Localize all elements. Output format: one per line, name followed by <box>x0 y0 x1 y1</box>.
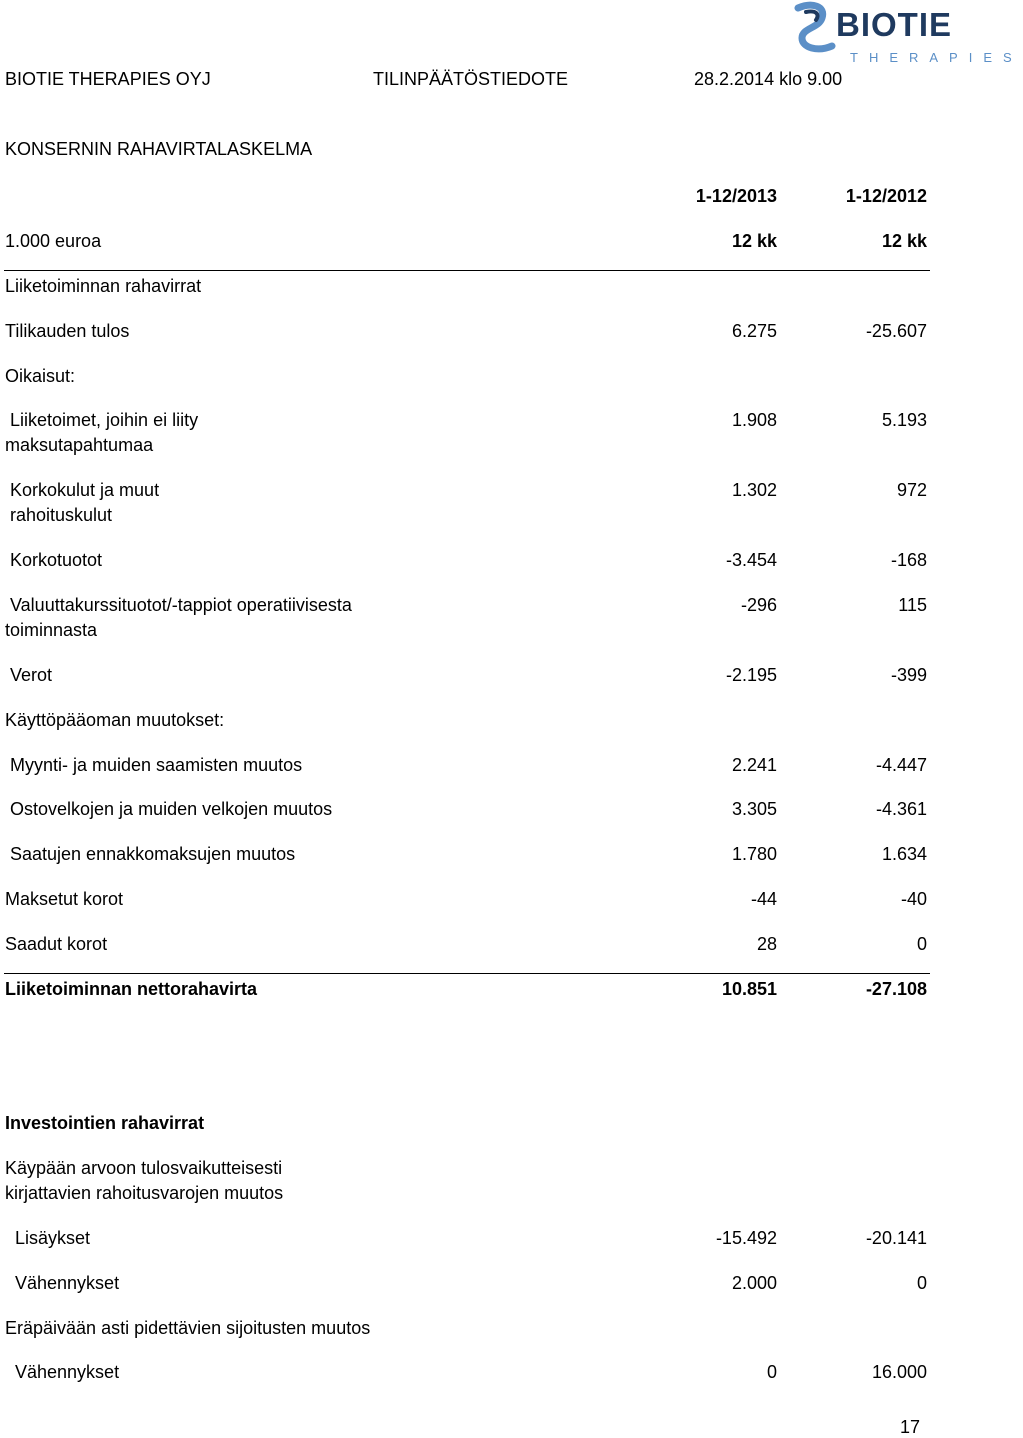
table-row <box>0 548 960 593</box>
row-label: Investointien rahavirrat <box>5 1113 205 1133</box>
release-date: 28.2.2014 klo 9.00 <box>694 69 843 89</box>
row-label: Maksetut korot <box>5 889 124 909</box>
logo-wordmark: BIOTIE <box>836 6 953 43</box>
column-length-2013: 12 kk <box>731 231 777 251</box>
subsection-heading <box>0 1156 960 1216</box>
value-2013: 6.275 <box>731 321 777 341</box>
adjustments-heading <box>0 364 960 409</box>
value-2012: -25.607 <box>865 321 927 341</box>
value-2013: 1.302 <box>731 480 777 500</box>
row-label: Lisäykset <box>15 1228 91 1248</box>
value-2012: -40 <box>900 889 927 909</box>
biotie-logo <box>792 2 1023 70</box>
value-2012: -168 <box>890 550 927 570</box>
value-2013: 3.305 <box>731 799 777 819</box>
table-row <box>0 663 960 708</box>
row-label: Liiketoiminnan nettorahavirta <box>5 979 258 999</box>
value-2013: 2.000 <box>731 1273 777 1293</box>
section-heading-operating <box>0 274 960 319</box>
row-label: Vähennykset <box>15 1273 120 1293</box>
row-label: Tilikauden tulos <box>5 321 130 341</box>
row-label: Käyttöpääoman muutokset: <box>5 710 225 730</box>
value-2012: 972 <box>896 480 927 500</box>
table-row <box>0 319 960 364</box>
row-label: Verot <box>10 665 53 685</box>
value-2013: 0 <box>766 1362 777 1382</box>
value-2012: 1.634 <box>881 844 927 864</box>
value-2013: -2.195 <box>725 665 777 685</box>
value-2012: 0 <box>916 934 927 954</box>
value-2012: -20.141 <box>865 1228 927 1248</box>
company-name: BIOTIE THERAPIES OYJ <box>5 69 211 89</box>
column-period-2012: 1-12/2012 <box>845 186 927 206</box>
value-2013: 1.908 <box>731 410 777 430</box>
value-2013: -3.454 <box>725 550 777 570</box>
column-header-units <box>0 229 960 274</box>
page-title: KONSERNIN RAHAVIRTALASKELMA <box>5 139 313 159</box>
table-row <box>0 1360 960 1405</box>
row-label: Vähennykset <box>15 1362 120 1382</box>
table-row <box>0 797 960 842</box>
value-2012: -27.108 <box>865 979 927 999</box>
total-divider <box>4 973 930 974</box>
table-row <box>0 842 960 887</box>
value-2013: -296 <box>740 595 777 615</box>
row-label: Korkokulut ja muut <box>10 480 160 500</box>
column-header-periods <box>0 184 960 229</box>
row-label: Eräpäivään asti pidettävien sijoitusten muutos <box>5 1318 371 1338</box>
header-divider <box>4 270 930 271</box>
table-row <box>0 887 960 932</box>
value-2012: -4.361 <box>875 799 927 819</box>
total-row <box>0 977 960 1022</box>
row-label: Saatujen ennakkomaksujen muutos <box>10 844 296 864</box>
column-period-2013: 1-12/2013 <box>695 186 777 206</box>
section-heading-investing <box>0 1111 960 1156</box>
subsection-heading <box>0 1316 960 1361</box>
working-capital-heading <box>0 708 960 753</box>
value-2013: 1.780 <box>731 844 777 864</box>
row-label-continued: toiminnasta <box>5 620 98 640</box>
row-label: Liiketoimet, joihin ei liity <box>10 410 199 430</box>
value-2012: -399 <box>890 665 927 685</box>
table-row <box>0 408 960 468</box>
logo-subtitle: THERAPIES <box>850 50 1023 65</box>
value-2012: 115 <box>898 595 927 615</box>
row-label-continued: maksutapahtumaa <box>5 435 154 455</box>
value-2012: 5.193 <box>881 410 927 430</box>
row-label: Myynti- ja muiden saamisten muutos <box>10 755 303 775</box>
row-label: Oikaisut: <box>5 366 76 386</box>
value-2013: -15.492 <box>715 1228 777 1248</box>
value-2013: 28 <box>756 934 777 954</box>
table-row <box>0 753 960 798</box>
value-2013: 2.241 <box>731 755 777 775</box>
unit-label: 1.000 euroa <box>5 231 102 251</box>
value-2012: -4.447 <box>875 755 927 775</box>
row-label: Liiketoiminnan rahavirrat <box>5 276 202 296</box>
row-label: Korkotuotot <box>10 550 103 570</box>
table-row <box>0 478 960 538</box>
value-2013: 10.851 <box>721 979 777 999</box>
value-2013: -44 <box>750 889 777 909</box>
table-row <box>0 593 960 653</box>
row-label-continued: kirjattavien rahoitusvarojen muutos <box>5 1183 284 1203</box>
value-2012: 16.000 <box>871 1362 927 1382</box>
row-label-continued: rahoituskulut <box>10 505 113 525</box>
table-row <box>0 932 960 977</box>
page-number: 17 <box>899 1417 920 1437</box>
biotie-logo-mark <box>792 2 842 62</box>
table-row <box>0 1226 960 1271</box>
row-label: Käypään arvoon tulosvaikutteisesti <box>5 1158 283 1178</box>
row-label: Saadut korot <box>5 934 108 954</box>
report-name: TILINPÄÄTÖSTIEDOTE <box>373 69 569 89</box>
value-2012: 0 <box>916 1273 927 1293</box>
row-label: Valuuttakurssituotot/-tappiot operatiivisesta <box>10 595 352 615</box>
table-row <box>0 1271 960 1316</box>
column-length-2012: 12 kk <box>881 231 927 251</box>
row-label: Ostovelkojen ja muiden velkojen muutos <box>10 799 333 819</box>
